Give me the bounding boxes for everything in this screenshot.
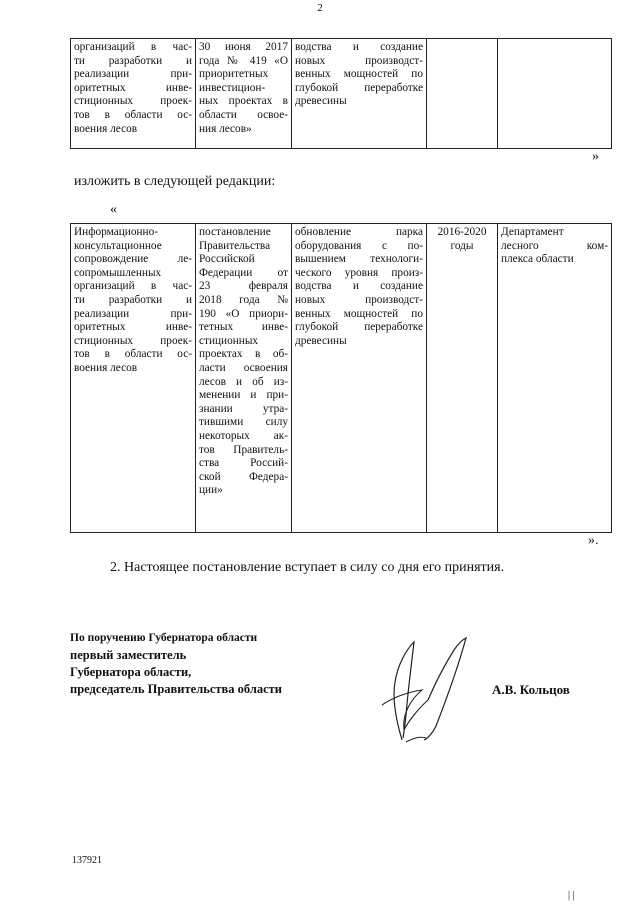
cell-line: глубокой переработке	[295, 321, 423, 334]
cell-line: 2018 года №	[199, 293, 288, 306]
signature-line: председатель Правительства области	[70, 682, 282, 696]
cell-line: воения лесов	[74, 361, 138, 374]
table-new-redaction	[70, 223, 612, 533]
cell-line: сопромышленных	[74, 266, 162, 279]
page-number: 2	[317, 2, 323, 14]
cell-line: водства и создание	[295, 280, 423, 293]
cell-line: древесины	[295, 334, 347, 347]
cell-line: тетных инве-	[199, 321, 288, 334]
cell-line: оритетных инве-	[74, 81, 192, 94]
cell-line: 2016-2020	[437, 226, 487, 238]
cell-line: ласти освоения	[199, 361, 288, 374]
cell-line: приоритетных	[199, 68, 269, 81]
intro-text: изложить в следующей редакции:	[74, 174, 276, 189]
cell-line: Информационно-	[74, 226, 158, 238]
cell-line: годы	[450, 239, 474, 252]
cell-text	[199, 41, 288, 136]
cell-line: лесного ком-	[501, 239, 608, 252]
cell-line: лесов и об из-	[199, 375, 288, 388]
cell-line: 30 июня 2017	[199, 41, 288, 53]
cell-line: постановление	[199, 226, 271, 238]
cell-line: Российской	[199, 253, 255, 266]
cell-line: стиционных проек-	[74, 95, 192, 108]
cell-line: древесины	[295, 95, 347, 108]
footer-mark: | |	[568, 890, 575, 901]
table-cell	[498, 39, 612, 149]
cell-line: некоторых ак-	[199, 429, 288, 442]
cell-line: 190 «О приори-	[199, 307, 288, 320]
closing-quote-dot: ».	[588, 533, 599, 548]
cell-text	[295, 41, 423, 109]
table-cell	[498, 224, 612, 533]
cell-line: водства и создание	[295, 41, 423, 53]
cell-line: реализации при-	[74, 68, 192, 81]
cell-text	[430, 226, 494, 253]
cell-line: воения лесов	[74, 122, 138, 135]
cell-line: года № 419 «О	[199, 54, 288, 67]
paragraph-2: 2. Настоящее постановление вступает в силу со дня его принятия.	[110, 560, 505, 575]
table-cell	[427, 224, 498, 533]
cell-line: стиционных	[199, 334, 259, 347]
cell-line: ния лесов»	[199, 122, 252, 135]
signature-line: По поручению Губернатора области	[70, 632, 258, 644]
cell-line: менении и при-	[199, 389, 288, 402]
cell-text	[74, 41, 192, 136]
cell-line: Правительства	[199, 239, 271, 252]
cell-line: консультационное	[74, 239, 162, 252]
cell-line: венных мощностей по	[295, 307, 423, 320]
cell-line: Департамент	[501, 226, 564, 238]
cell-line: тов в области ос-	[74, 108, 192, 121]
cell-text	[74, 226, 192, 376]
cell-line: ческого уровня произ-	[295, 266, 423, 279]
table-cell	[196, 39, 292, 149]
opening-quote: «	[110, 202, 117, 217]
table-cell	[427, 39, 498, 149]
table-cell	[71, 224, 196, 533]
cell-line: знании утра-	[199, 402, 288, 415]
table-cell	[196, 224, 292, 533]
cell-line: организаций в час-	[74, 280, 192, 293]
cell-line: проектах в об-	[199, 348, 288, 361]
cell-line: ской Федера-	[199, 470, 288, 483]
handwritten-signature	[362, 630, 492, 750]
table-cell	[292, 39, 427, 149]
cell-line: оритетных инве-	[74, 321, 192, 334]
cell-line: глубокой переработке	[295, 81, 423, 94]
cell-line: ства Россий-	[199, 457, 288, 470]
cell-line: оборудования с по-	[295, 239, 423, 252]
cell-line: организаций в час-	[74, 41, 192, 53]
cell-line: сопровождение ле-	[74, 253, 192, 266]
cell-line: Федерации от	[199, 266, 288, 279]
table-row	[71, 39, 612, 149]
cell-line: реализации при-	[74, 307, 192, 320]
closing-quote: »	[592, 149, 599, 164]
cell-line: ции»	[199, 484, 223, 497]
signatory-name: А.В. Кольцов	[492, 682, 570, 697]
signature-line: Губернатора области,	[70, 665, 192, 679]
signature-block	[70, 630, 370, 698]
table-continued	[70, 38, 612, 149]
cell-line: новых производст-	[295, 293, 423, 306]
cell-line: инвестицион-	[199, 81, 266, 94]
cell-line: ных проектах в	[199, 95, 288, 108]
cell-line: стиционных проек-	[74, 334, 192, 347]
table-cell	[292, 224, 427, 533]
cell-text	[295, 226, 423, 348]
cell-line: плекса области	[501, 253, 574, 266]
cell-line: вышением технологи-	[295, 253, 423, 266]
cell-line: тов в области ос-	[74, 348, 192, 361]
cell-line: ти разработки и	[74, 293, 192, 306]
cell-line: новых производст-	[295, 54, 423, 67]
table-row	[71, 224, 612, 533]
cell-line: обновление парка	[295, 226, 423, 238]
cell-line: ти разработки и	[74, 54, 192, 67]
signature-line: первый заместитель	[70, 648, 187, 662]
cell-text	[501, 226, 608, 267]
cell-line: области освое-	[199, 108, 288, 121]
cell-line: тов Правитель-	[199, 443, 288, 456]
table-cell	[71, 39, 196, 149]
cell-line: тившими силу	[199, 416, 288, 429]
cell-line: венных мощностей по	[295, 68, 423, 81]
cell-line: 23 февраля	[199, 280, 288, 293]
cell-text	[199, 226, 288, 498]
document-code: 137921	[72, 855, 102, 866]
